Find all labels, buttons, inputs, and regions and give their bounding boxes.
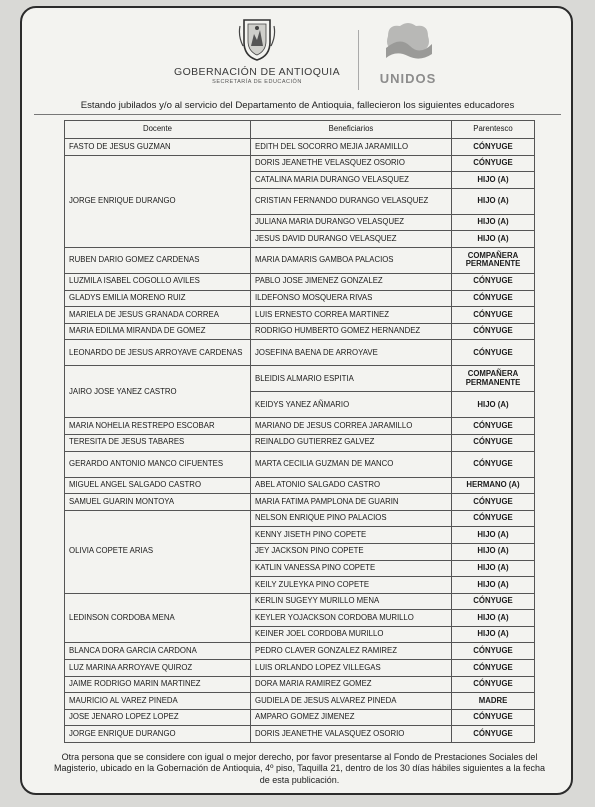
beneficiario-cell: MARIA FATIMA PAMPLONA DE GUARIN (251, 494, 452, 511)
coat-of-arms-icon (238, 16, 276, 62)
parentesco-cell: HERMANO (A) (452, 477, 535, 494)
parentesco-cell: HIJO (A) (452, 527, 535, 544)
beneficiario-cell: GUDIELA DE JESUS ALVAREZ PINEDA (251, 693, 452, 710)
docente-cell: JAIRO JOSE YANEZ CASTRO (65, 366, 251, 418)
parentesco-cell: HIJO (A) (452, 172, 535, 189)
docente-cell: BLANCA DORA GARCIA CARDONA (65, 643, 251, 660)
beneficiario-cell: PEDRO CLAVER GONZALEZ RAMIREZ (251, 643, 452, 660)
table-row (65, 155, 535, 172)
table-row (65, 340, 535, 366)
parentesco-cell: HIJO (A) (452, 560, 535, 577)
table-row (65, 676, 535, 693)
parentesco-cell: CÓNYUGE (452, 155, 535, 172)
docente-cell: MAURICIO AL VAREZ PINEDA (65, 693, 251, 710)
parentesco-cell: COMPAÑERA PERMANENTE (452, 366, 535, 392)
parentesco-cell: CÓNYUGE (452, 307, 535, 324)
beneficiario-cell: MARIA DAMARIS GAMBOA PALACIOS (251, 247, 452, 273)
docente-cell: JOSE JENARO LOPEZ LOPEZ (65, 709, 251, 726)
parentesco-cell: HIJO (A) (452, 543, 535, 560)
header-divider (358, 30, 359, 90)
parentesco-cell: CÓNYUGE (452, 593, 535, 610)
parentesco-cell: CÓNYUGE (452, 451, 535, 477)
beneficiario-cell: RODRIGO HUMBERTO GOMEZ HERNANDEZ (251, 323, 452, 340)
header (22, 16, 571, 98)
table-row (65, 510, 535, 527)
parentesco-cell: CÓNYUGE (452, 494, 535, 511)
docente-cell: JORGE ENRIQUE DURANGO (65, 726, 251, 743)
parentesco-cell: CÓNYUGE (452, 709, 535, 726)
beneficiario-cell: KATLIN VANESSA PINO COPETE (251, 560, 452, 577)
beneficiario-cell: NELSON ENRIQUE PINO PALACIOS (251, 510, 452, 527)
parentesco-cell: CÓNYUGE (452, 660, 535, 677)
footer-note: Otra persona que se considere con igual o mejor derecho, por favor presentarse al Fondo de Prestaciones Sociales del Magisterio, ubicado en la Gobernación de Antioquia, 4º piso, Taquilla 21, dentro de los 30 días hábiles siguientes a la fecha de esta publicación. (54, 752, 545, 785)
table-body (65, 139, 535, 743)
parentesco-cell: HIJO (A) (452, 626, 535, 643)
table-row (65, 693, 535, 710)
docente-cell: SAMUEL GUARIN MONTOYA (65, 494, 251, 511)
table-row (65, 494, 535, 511)
docente-cell: MIGUEL ANGEL SALGADO CASTRO (65, 477, 251, 494)
docente-cell: OLIVIA COPETE ARIAS (65, 510, 251, 593)
gov-name: GOBERNACIÓN DE ANTIOQUIA (174, 66, 340, 78)
beneficiario-cell: MARTA CECILIA GUZMAN DE MANCO (251, 451, 452, 477)
beneficiario-cell: JEY JACKSON PINO COPETE (251, 543, 452, 560)
parentesco-cell: CÓNYUGE (452, 676, 535, 693)
column-header-docente: Docente (65, 121, 251, 139)
beneficiario-cell: KEINER JOEL CORDOBA MURILLO (251, 626, 452, 643)
beneficiario-cell: KERLIN SUGEYY MURILLO MENA (251, 593, 452, 610)
beneficiario-cell: KENNY JISETH PINO COPETE (251, 527, 452, 544)
beneficiario-cell: JESUS DAVID DURANGO VELASQUEZ (251, 231, 452, 248)
beneficiario-cell: DORIS JEANETHE VALASQUEZ OSORIO (251, 726, 452, 743)
beneficiario-cell: KEILY ZULEYKA PINO COPETE (251, 577, 452, 594)
parentesco-cell: CÓNYUGE (452, 418, 535, 435)
table-row (65, 593, 535, 610)
brand-name: UNIDOS (379, 71, 437, 86)
parentesco-cell: MADRE (452, 693, 535, 710)
educators-table (64, 120, 535, 743)
table-row (65, 366, 535, 392)
parentesco-cell: CÓNYUGE (452, 643, 535, 660)
docente-cell: FASTO DE JESUS GUZMAN (65, 139, 251, 156)
table-row (65, 139, 535, 156)
gov-logo-block (162, 16, 352, 85)
column-header-beneficiarios: Beneficiarios (251, 121, 452, 139)
column-header-parentesco: Parentesco (452, 121, 535, 139)
beneficiario-cell: ILDEFONSO MOSQUERA RIVAS (251, 290, 452, 307)
unidos-logo-block (368, 18, 448, 86)
parentesco-cell: HIJO (A) (452, 231, 535, 248)
docente-cell: GERARDO ANTONIO MANCO CIFUENTES (65, 451, 251, 477)
docente-cell: LEDINSON CORDOBA MENA (65, 593, 251, 643)
table-row (65, 434, 535, 451)
header-row (65, 121, 535, 139)
parentesco-cell: CÓNYUGE (452, 726, 535, 743)
beneficiario-cell: CATALINA MARIA DURANGO VELASQUEZ (251, 172, 452, 189)
docente-cell: JAIME RODRIGO MARIN MARTINEZ (65, 676, 251, 693)
table-row (65, 290, 535, 307)
docente-cell: MARIELA DE JESUS GRANADA CORREA (65, 307, 251, 324)
table-row (65, 273, 535, 290)
table-header (65, 121, 535, 139)
beneficiario-cell: DORA MARIA RAMIREZ GOMEZ (251, 676, 452, 693)
intro-divider (34, 114, 561, 115)
beneficiario-cell: EDITH DEL SOCORRO MEJIA JARAMILLO (251, 139, 452, 156)
notice-page (20, 6, 573, 795)
docente-cell: GLADYS EMILIA MORENO RUIZ (65, 290, 251, 307)
gov-subtitle: SECRETARÍA DE EDUCACIÓN (212, 79, 302, 85)
beneficiario-cell: ABEL ATONIO SALGADO CASTRO (251, 477, 452, 494)
parentesco-cell: HIJO (A) (452, 392, 535, 418)
beneficiario-cell: KEYLER YOJACKSON CORDOBA MURILLO (251, 610, 452, 627)
beneficiario-cell: KEIDYS YANEZ AÑMARIO (251, 392, 452, 418)
table-row (65, 323, 535, 340)
beneficiario-cell: AMPARO GOMEZ JIMENEZ (251, 709, 452, 726)
beneficiario-cell: PABLO JOSE JIMENEZ GONZALEZ (251, 273, 452, 290)
docente-cell: TERESITA DE JESUS TABARES (65, 434, 251, 451)
table-row (65, 726, 535, 743)
table-row (65, 709, 535, 726)
beneficiario-cell: MARIANO DE JESUS CORREA JARAMILLO (251, 418, 452, 435)
docente-cell: LUZMILA ISABEL COGOLLO AVILES (65, 273, 251, 290)
parentesco-cell: CÓNYUGE (452, 434, 535, 451)
unidos-logo-icon (380, 18, 436, 66)
parentesco-cell: CÓNYUGE (452, 139, 535, 156)
parentesco-cell: CÓNYUGE (452, 340, 535, 366)
docente-cell: LUZ MARINA ARROYAVE QUIROZ (65, 660, 251, 677)
intro-text: Estando jubilados y/o al servicio del Departamento de Antioquia, fallecieron los siguientes educadores (80, 100, 515, 111)
docente-cell: LEONARDO DE JESUS ARROYAVE CARDENAS (65, 340, 251, 366)
table-row (65, 660, 535, 677)
table-row (65, 247, 535, 273)
beneficiario-cell: LUIS ERNESTO CORREA MARTINEZ (251, 307, 452, 324)
parentesco-cell: HIJO (A) (452, 577, 535, 594)
beneficiario-cell: BLEIDIS ALMARIO ESPITIA (251, 366, 452, 392)
beneficiario-cell: JOSEFINA BAENA DE ARROYAVE (251, 340, 452, 366)
table-row (65, 477, 535, 494)
docente-cell: MARIA NOHELIA RESTREPO ESCOBAR (65, 418, 251, 435)
docente-cell: JORGE ENRIQUE DURANGO (65, 155, 251, 247)
parentesco-cell: CÓNYUGE (452, 323, 535, 340)
parentesco-cell: CÓNYUGE (452, 510, 535, 527)
parentesco-cell: CÓNYUGE (452, 290, 535, 307)
table-row (65, 307, 535, 324)
table-row (65, 451, 535, 477)
table-row (65, 418, 535, 435)
parentesco-cell: HIJO (A) (452, 188, 535, 214)
beneficiario-cell: CRISTIAN FERNANDO DURANGO VELASQUEZ (251, 188, 452, 214)
parentesco-cell: HIJO (A) (452, 214, 535, 231)
parentesco-cell: CÓNYUGE (452, 273, 535, 290)
beneficiario-cell: JULIANA MARIA DURANGO VELASQUEZ (251, 214, 452, 231)
parentesco-cell: COMPAÑERA PERMANENTE (452, 247, 535, 273)
docente-cell: MARIA EDILMA MIRANDA DE GOMEZ (65, 323, 251, 340)
beneficiario-cell: LUIS ORLANDO LOPEZ VILLEGAS (251, 660, 452, 677)
beneficiario-cell: REINALDO GUTIERREZ GALVEZ (251, 434, 452, 451)
beneficiario-cell: DORIS JEANETHE VELASQUEZ OSORIO (251, 155, 452, 172)
table-row (65, 643, 535, 660)
parentesco-cell: HIJO (A) (452, 610, 535, 627)
docente-cell: RUBEN DARIO GOMEZ CARDENAS (65, 247, 251, 273)
